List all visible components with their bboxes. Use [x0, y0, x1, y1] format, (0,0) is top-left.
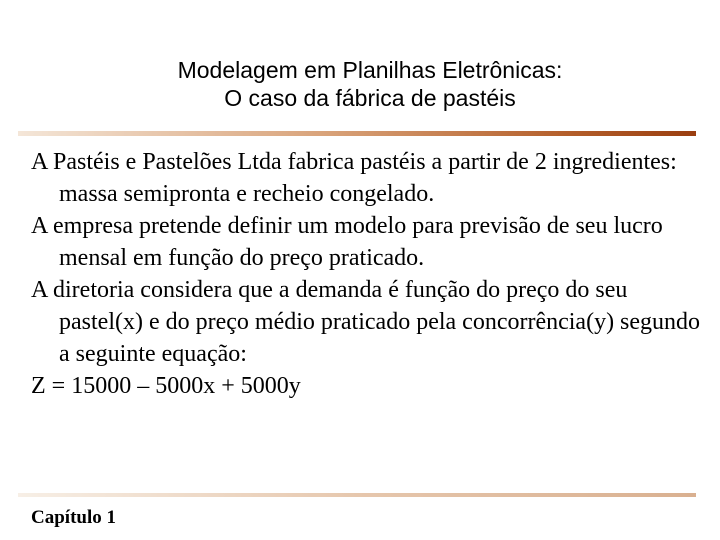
slide-body: [31, 146, 701, 402]
paragraph-company-intro: A Pastéis e Pastelões Ltda fabrica pastéis a partir de 2 ingredientes: massa semipronta e recheio congelado.: [31, 149, 677, 207]
paragraph-goal: A empresa pretende definir um modelo para previsão de seu lucro mensal em função do preço praticado.: [31, 213, 663, 271]
slide-title-line-1: Modelagem em Planilhas Eletrônicas:: [177, 57, 563, 83]
demand-equation: Z = 15000 – 5000x + 5000y: [31, 373, 301, 399]
title-divider: [18, 131, 696, 136]
paragraph-demand: A diretoria considera que a demanda é função do preço do seu pastel(x) e do preço médio praticado pela concorrência(y) segundo a seguinte equação:: [31, 277, 701, 367]
chapter-label: Capítulo 1: [31, 507, 116, 528]
slide-title-line-2: O caso da fábrica de pastéis: [224, 85, 516, 111]
slide-title: [110, 56, 630, 112]
footer-divider: [18, 493, 696, 497]
